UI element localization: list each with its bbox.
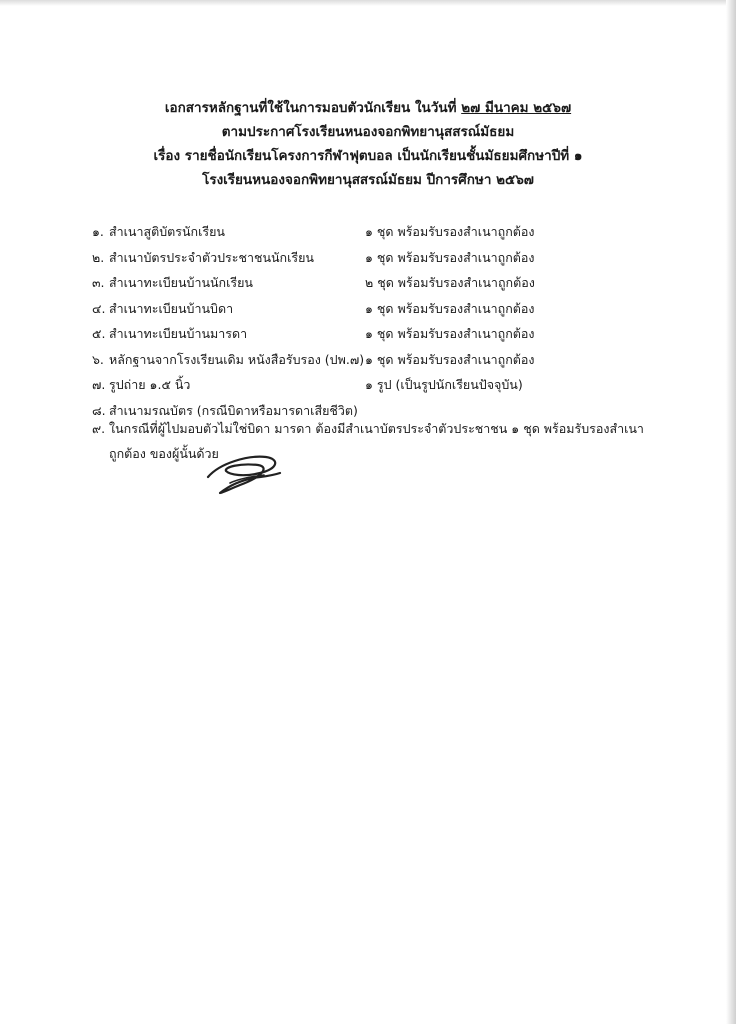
document-list [92,219,692,423]
list-item [92,347,692,373]
item-number: ๗. [92,377,106,392]
item-number: ๓. [92,275,105,290]
header-line-4: โรงเรียนหนองจอกพิทยานุสสรณ์มัธยม ปีการศึกษา ๒๕๖๗ [202,172,534,188]
item-detail: ๑ ชุด พร้อมรับรองสำเนาถูกต้อง [365,351,535,367]
item-number: ๘. [92,402,106,418]
item-detail: ๒ ชุด พร้อมรับรองสำเนาถูกต้อง [365,275,535,290]
item-number: ๔. [92,300,106,316]
item-label: สำเนาสูติบัตรนักเรียน [109,224,225,239]
item-detail: ๑ ชุด พร้อมรับรองสำเนาถูกต้อง [365,249,535,265]
item-label: สำเนาทะเบียนบ้านนักเรียน [109,275,253,290]
item-label: สำเนาทะเบียนบ้านมารดา [109,326,248,341]
note-line-2: ถูกต้อง ของผู้นั้นด้วย [109,446,219,461]
item-number: ๑. [92,224,104,239]
list-item [92,219,692,245]
header-line-1 [0,96,736,120]
header-title-text: เอกสารหลักฐานที่ใช้ในการมอบตัวนักเรียน ในวันที่ [164,100,462,116]
item-detail: ๑ ชุด พร้อมรับรองสำเนาถูกต้อง [365,300,535,316]
header-line-3: เรื่อง รายชื่อนักเรียนโครงการกีฬาฟุตบอล เป็นนักเรียนชั้นมัธยมศึกษาปีที่ ๑ [153,148,583,164]
page-top-edge [0,0,736,6]
list-item [92,296,692,322]
item-number: ๒. [92,249,105,265]
item-number: ๖. [92,351,104,367]
note-line-1: ในกรณีที่ผู้ไปมอบตัวไม่ใช่บิดา มารดา ต้องมีสำเนาบัตรประจำตัวประชาชน ๑ ชุด พร้อมรับรองสำเนา [109,421,644,436]
item-label: สำเนาทะเบียนบ้านบิดา [109,300,234,316]
note-number: ๙. [92,421,106,436]
item-label: รูปถ่าย ๑.๕ นิ้ว [109,377,191,392]
signature-image [200,449,290,499]
item-label: สำเนามรณบัตร (กรณีบิดาหรือมารดาเสียชีวิต) [109,402,358,418]
document-header [0,96,736,192]
item-detail: ๑ รูป (เป็นรูปนักเรียนปัจจุบัน) [365,377,523,392]
item-label: หลักฐานจากโรงเรียนเดิม หนังสือรับรอง (ปพ.๗) [109,351,365,367]
item-detail: ๑ ชุด พร้อมรับรองสำเนาถูกต้อง [365,326,535,341]
list-item [92,372,692,398]
item-number: ๕. [92,326,106,341]
list-item [92,245,692,271]
header-line-2: ตามประกาศโรงเรียนหนองจอกพิทยานุสสรณ์มัธยม [221,124,515,140]
list-item [92,270,692,296]
list-item [92,321,692,347]
header-date: ๒๗ มีนาคม ๒๕๖๗ [461,100,572,116]
item-detail: ๑ ชุด พร้อมรับรองสำเนาถูกต้อง [365,224,535,239]
item-label: สำเนาบัตรประจำตัวประชาชนนักเรียน [109,249,314,265]
